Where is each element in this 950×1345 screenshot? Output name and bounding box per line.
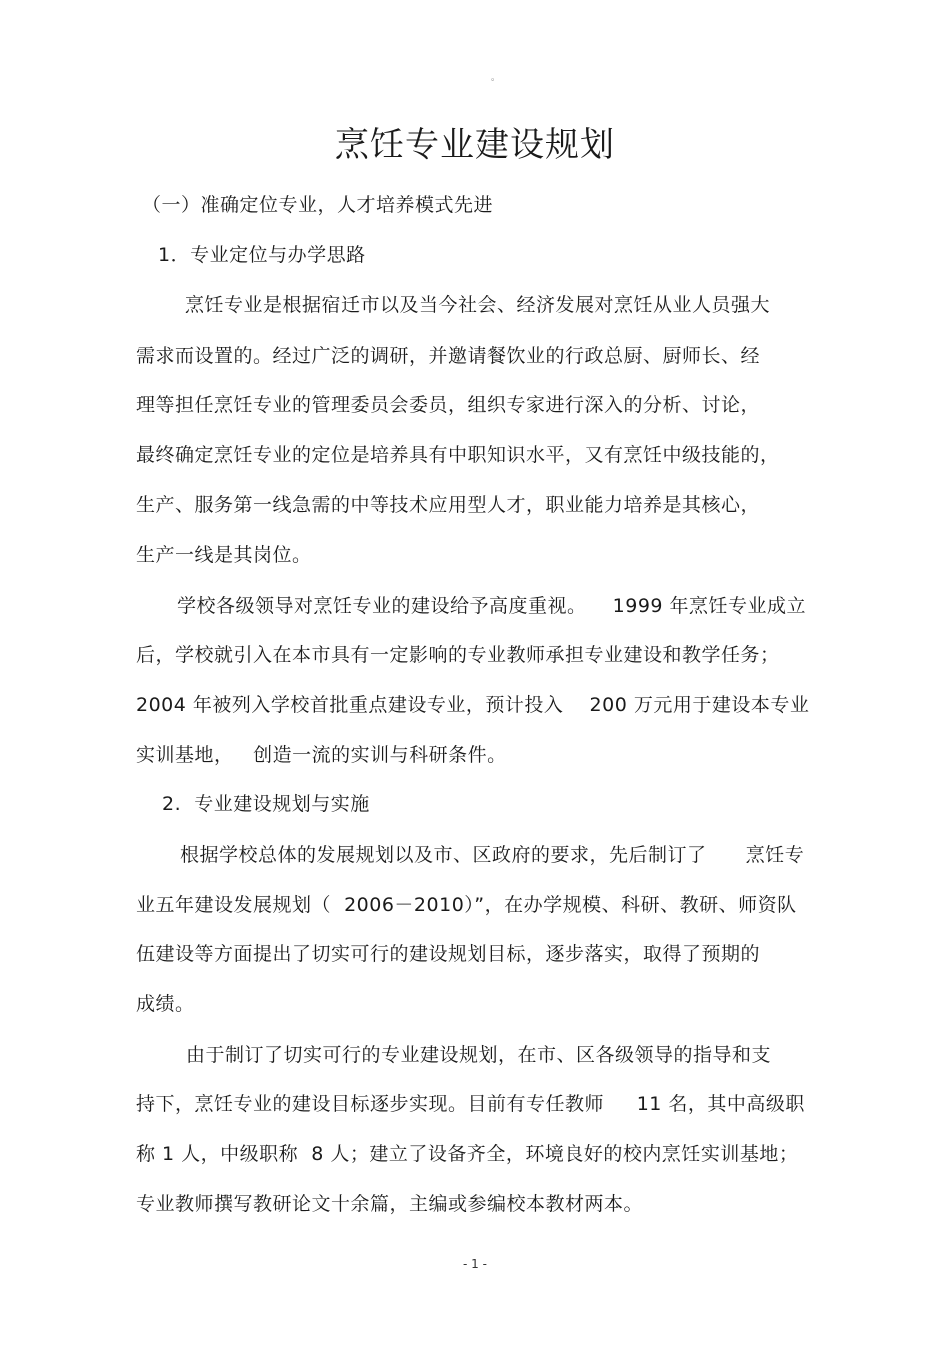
paragraph-line: 根据学校总体的发展规划以及市、区政府的要求，先后制订了 烹饪专 [180,844,805,866]
paragraph-line: 学校各级领导对烹饪专业的建设给予高度重视。 1999 年烹饪专业成立 [177,595,807,617]
subsection-heading-2: 2. 专业建设规划与实施 [162,793,370,815]
paragraph-line: 成绩。 [136,993,195,1015]
paragraph-line: 业五年建设发展规划（ 2006－2010）”，在办学规模、科研、教研、师资队 [136,894,797,916]
paragraph-line: 烹饪专业是根据宿迁市以及当今社会、经济发展对烹饪从业人员强大 [185,294,771,316]
paragraph-line: 生产、服务第一线急需的中等技术应用型人才，职业能力培养是其核心， [136,494,761,516]
paragraph-line: 持下，烹饪专业的建设目标逐步实现。目前有专任教师 11 名，其中高级职 [136,1093,805,1115]
paragraph-line: 称 1 人，中级职称 8 人；建立了设备齐全，环境良好的校内烹饪实训基地； [136,1143,799,1165]
paragraph-line: 最终确定烹饪专业的定位是培养具有中职知识水平，又有烹饪中级技能的， [136,444,780,466]
page-title: 烹饪专业建设规划 [335,124,615,165]
paragraph-line: 伍建设等方面提出了切实可行的建设规划目标，逐步落实，取得了预期的 [136,943,761,965]
paragraph-line: 生产一线是其岗位。 [136,544,312,566]
paragraph-line: 2004 年被列入学校首批重点建设专业，预计投入 200 万元用于建设本专业 [136,694,810,716]
paragraph-line: 实训基地， 创造一流的实训与科研条件。 [136,744,507,766]
paragraph-line: 理等担任烹饪专业的管理委员会委员，组织专家进行深入的分析、讨论， [136,394,761,416]
section-heading-1: （一）准确定位专业，人才培养模式先进 [142,194,494,216]
page-number: - 1 - [463,1257,487,1271]
paragraph-line: 专业教师撰写教研论文十余篇，主编或参编校本教材两本。 [136,1193,644,1215]
paragraph-line: 由于制订了切实可行的专业建设规划，在市、区各级领导的指导和支 [186,1044,772,1066]
paragraph-line: 后，学校就引入在本市具有一定影响的专业教师承担专业建设和教学任务； [136,644,780,666]
subsection-heading-1: 1．专业定位与办学思路 [158,244,366,266]
paragraph-line: 需求而设置的。经过广泛的调研，并邀请餐饮业的行政总厨、厨师长、经 [136,345,761,367]
top-mark: 。 [491,73,501,83]
